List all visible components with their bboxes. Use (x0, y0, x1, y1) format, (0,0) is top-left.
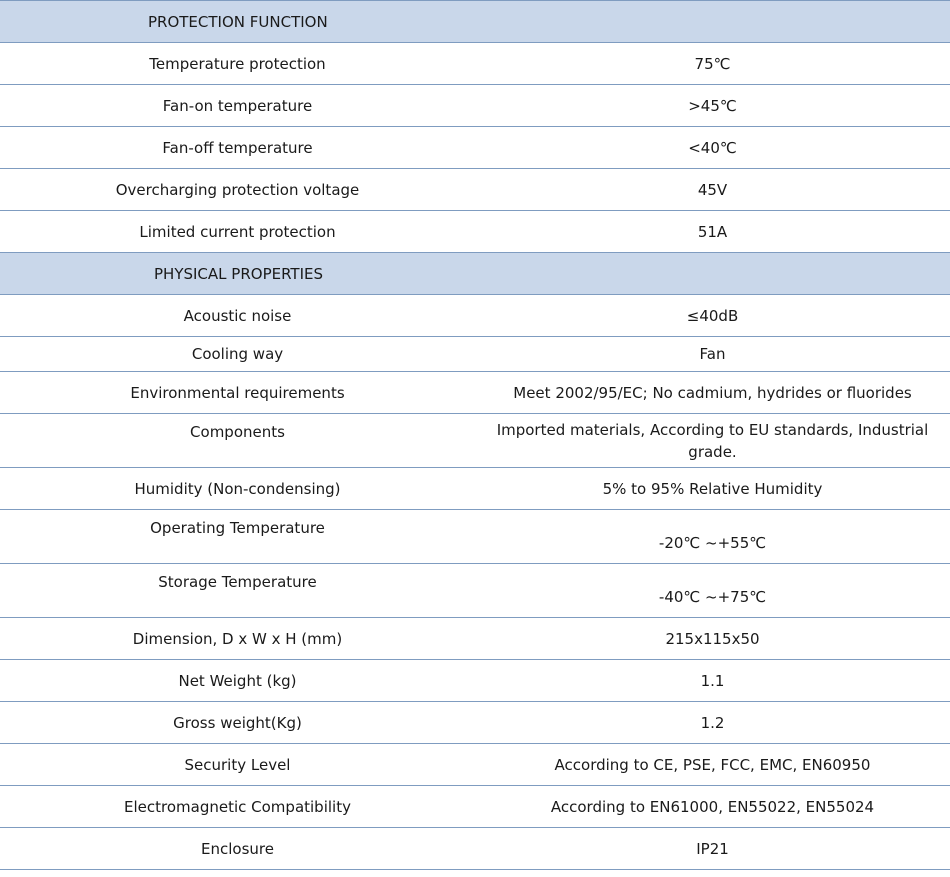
row-value: According to EN61000, EN55022, EN55024 (475, 786, 950, 828)
row-label: Operating Temperature (0, 510, 475, 564)
table-row (0, 828, 950, 870)
row-label: Gross weight(Kg) (0, 702, 475, 744)
row-value: <40℃ (475, 127, 950, 169)
table-row (0, 414, 950, 468)
row-value: 215x115x50 (475, 618, 950, 660)
table-row (0, 169, 950, 211)
table-row (0, 43, 950, 85)
table-row (0, 744, 950, 786)
row-label: Electromagnetic Compatibility (0, 786, 475, 828)
row-value: 1.1 (475, 660, 950, 702)
table-row (0, 786, 950, 828)
row-value: Meet 2002/95/EC; No cadmium, hydrides or fluorides (475, 372, 950, 414)
row-value: >45℃ (475, 85, 950, 127)
row-label: Limited current protection (0, 211, 475, 253)
row-label: Net Weight (kg) (0, 660, 475, 702)
table-row (0, 564, 950, 618)
row-label: Temperature protection (0, 43, 475, 85)
row-label: Humidity (Non-condensing) (0, 468, 475, 510)
row-value: 1.2 (475, 702, 950, 744)
table-row (0, 468, 950, 510)
row-label: Overcharging protection voltage (0, 169, 475, 211)
row-value: 51A (475, 211, 950, 253)
section-title: PHYSICAL PROPERTIES (154, 264, 324, 283)
row-label: Security Level (0, 744, 475, 786)
table-row (0, 211, 950, 253)
row-value: 5% to 95% Relative Humidity (475, 468, 950, 510)
section-header-protection (0, 1, 950, 43)
table-row (0, 372, 950, 414)
row-value: 45V (475, 169, 950, 211)
table-row (0, 618, 950, 660)
table-row (0, 127, 950, 169)
row-value: ≤40dB (475, 295, 950, 337)
row-label: Enclosure (0, 828, 475, 870)
row-value: 75℃ (475, 43, 950, 85)
table-row (0, 85, 950, 127)
row-label: Dimension, D x W x H (mm) (0, 618, 475, 660)
row-value: Fan (475, 337, 950, 372)
row-value: Imported materials, According to EU standards, Industrial grade. (475, 414, 950, 468)
table-row (0, 702, 950, 744)
row-value: According to CE, PSE, FCC, EMC, EN60950 (475, 744, 950, 786)
row-label: Acoustic noise (0, 295, 475, 337)
row-value: -20℃ ~+55℃ (475, 510, 950, 564)
row-label: Fan-on temperature (0, 85, 475, 127)
row-label: Cooling way (0, 337, 475, 372)
section-title: PROTECTION FUNCTION (148, 12, 328, 31)
row-label: Components (0, 414, 475, 468)
table-row (0, 337, 950, 372)
row-value: IP21 (475, 828, 950, 870)
row-label: Storage Temperature (0, 564, 475, 618)
row-value: -40℃ ~+75℃ (475, 564, 950, 618)
table-row (0, 510, 950, 564)
table-row (0, 295, 950, 337)
row-label: Fan-off temperature (0, 127, 475, 169)
section-header-physical (0, 253, 950, 295)
table-row (0, 660, 950, 702)
row-label: Environmental requirements (0, 372, 475, 414)
